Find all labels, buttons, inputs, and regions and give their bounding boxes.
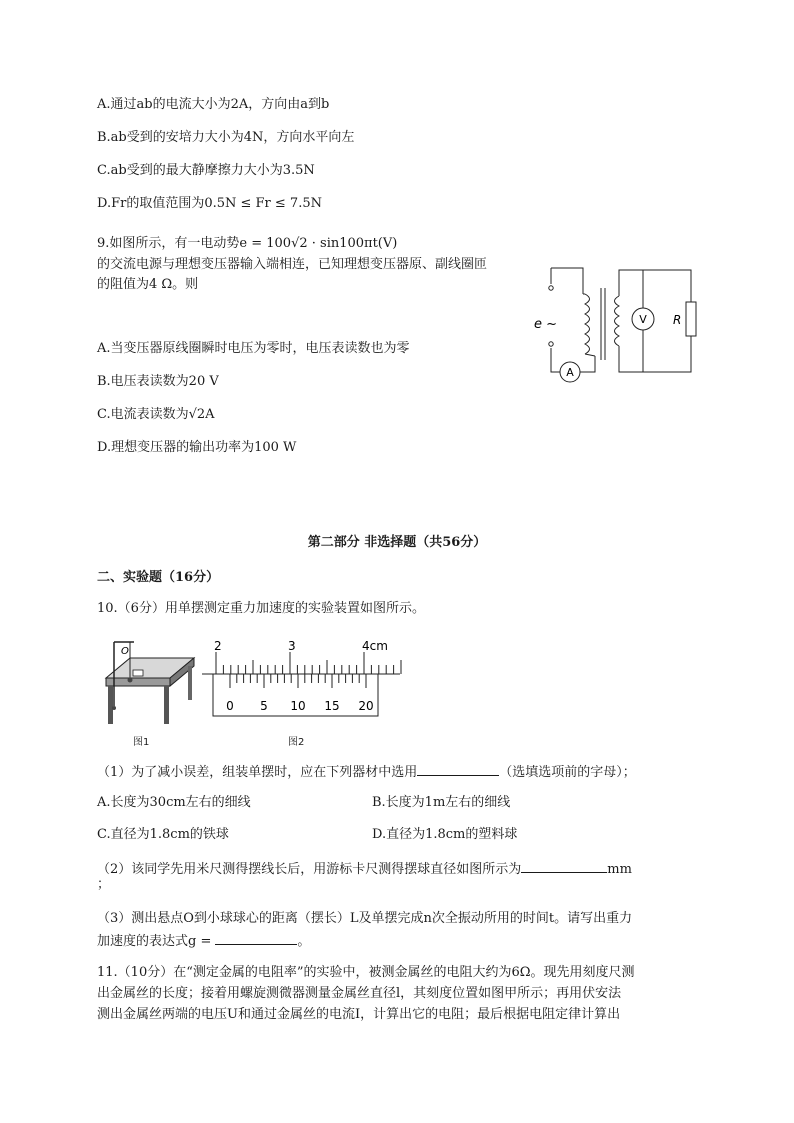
- q8-option-b: B.ab受到的安培力大小为4N，方向水平向左: [97, 130, 355, 145]
- fig1-label-o: O: [121, 646, 129, 657]
- main-scale-label: 2: [214, 639, 222, 653]
- q10-part3-line1: （3）测出悬点O到小球球心的距离（摆长）L及单摆完成n次全振动所用的时间t。请写出重力: [97, 911, 633, 926]
- q10-part1: [97, 761, 636, 782]
- q10-part1-suffix: （选填选项前的字母）；: [499, 765, 636, 780]
- q8-option-c: C.ab受到的最大静摩擦力大小为3.5N: [97, 163, 315, 178]
- q10-part2-text: （2）该同学先用米尺测得摆线长后，用游标卡尺测得摆球直径如图所示为: [97, 862, 522, 877]
- q8-option-a: A.通过ab的电流大小为2A，方向由a到b: [97, 97, 330, 112]
- fig1-caption: 图1: [133, 737, 150, 748]
- q9-option-a: A.当变压器原线圈瞬时电压为零时，电压表读数也为零: [97, 341, 410, 356]
- secondary-coil-icon: [615, 296, 620, 346]
- q10-part3-line2: [97, 930, 310, 951]
- q9-stem-line1: 9.如图所示，有一电动势e = 100√2 · sin100πt(V): [97, 236, 398, 251]
- vernier-scale-label: 20: [358, 699, 374, 713]
- vernier-scale-label: 10: [290, 699, 306, 713]
- q10-part3-answer-blank[interactable]: [215, 930, 297, 945]
- q10-part2: [97, 858, 632, 879]
- ammeter-label: A: [566, 366, 574, 379]
- q10-option-d: D.直径为1.8cm的塑料球: [372, 827, 518, 842]
- primary-coil-icon: [585, 294, 590, 354]
- section2-title: 二、实验题（16分）: [97, 570, 220, 585]
- q10-part1-answer-blank[interactable]: [417, 761, 499, 776]
- q10-part1-text: （1）为了减小误差，组装单摆时，应在下列器材中选用: [97, 765, 418, 780]
- q9-option-c: C.电流表读数为√2A: [97, 407, 215, 422]
- vernier-scale-label: 5: [260, 699, 268, 713]
- vernier-scale-label: 15: [324, 699, 340, 713]
- vernier-scale-label: 0: [226, 699, 234, 713]
- q10-stem: 10.（6分）用单摆测定重力加速度的实验装置如图所示。: [97, 601, 425, 616]
- resistor-label: R: [673, 313, 682, 327]
- q9-option-d: D.理想变压器的输出功率为100 W: [97, 440, 297, 455]
- q10-part2-continuation: ；: [97, 877, 111, 892]
- q10-option-c: C.直径为1.8cm的铁球: [97, 827, 229, 842]
- q11-line2: 出金属丝的长度；接着用螺旋测微器测量金属丝直径l，其刻度位置如图甲所示；再用伏安法: [97, 986, 622, 1001]
- q11-line1: 11.（10分）在“测定金属的电阻率”的实验中，被测金属丝的电阻大约为6Ω。现先用刻度尺测: [97, 965, 635, 980]
- q9-option-b: B.电压表读数为20 V: [97, 374, 219, 389]
- part2-title: 第二部分 非选择题（共56分）: [307, 535, 487, 550]
- vernier-caliper-figure: [200, 636, 405, 720]
- q8-option-d: D.Fr的取值范围为0.5N ≤ Fr ≤ 7.5N: [97, 196, 322, 211]
- fig2-caption: 图2: [288, 737, 305, 748]
- q10-part2-answer-blank[interactable]: [521, 858, 607, 873]
- q10-option-b: B.长度为1m左右的细线: [372, 795, 511, 810]
- voltmeter-label: V: [639, 313, 647, 326]
- resistor-icon: [686, 302, 696, 336]
- q10-part3-suffix: 。: [297, 934, 311, 949]
- q10-part2-unit: mm: [607, 862, 632, 877]
- q11-line3: 测出金属丝两端的电压U和通过金属丝的电流I，计算出它的电阻；最后根据电阻定律计算出: [97, 1007, 621, 1022]
- q9-circuit-diagram: [527, 256, 707, 386]
- q9-stem-line3: 的阻值为4 Ω。则: [97, 277, 199, 292]
- main-scale-label: 4cm: [362, 639, 388, 653]
- q10-part3-text: 加速度的表达式g =: [97, 934, 212, 949]
- q9-stem-line2: 的交流电源与理想变压器输入端相连，已知理想变压器原、副线圈匝: [97, 257, 488, 272]
- q10-option-a: A.长度为30cm左右的细线: [97, 795, 251, 810]
- source-label: e ~: [534, 317, 558, 332]
- main-scale-label: 3: [288, 639, 296, 653]
- pendulum-apparatus-figure: [100, 636, 196, 728]
